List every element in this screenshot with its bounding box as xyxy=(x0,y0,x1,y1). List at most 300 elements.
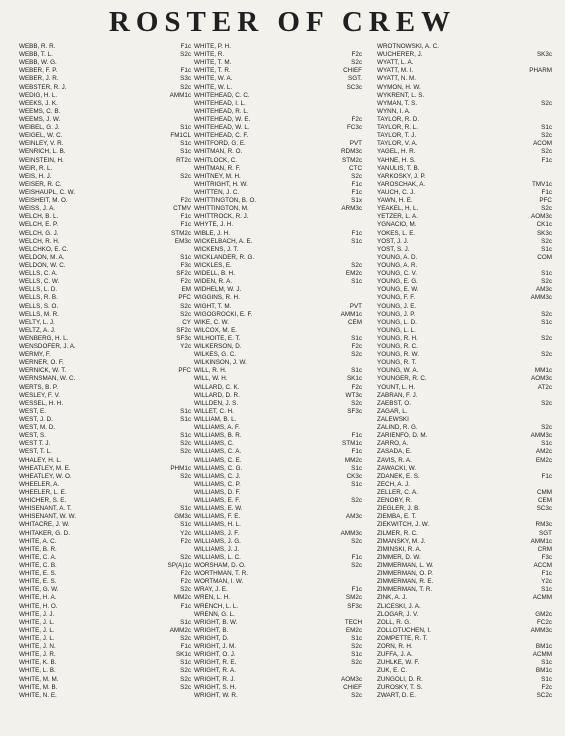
crew-entry xyxy=(194,586,362,594)
crew-name: YOST, S. J. xyxy=(377,245,410,253)
crew-rating: BM1c xyxy=(535,643,552,651)
crew-name: YOUNG, J. E. xyxy=(377,302,417,310)
crew-entry xyxy=(377,132,552,140)
crew-entry xyxy=(377,481,552,489)
crew-name: WHITEHEAD, C. F. xyxy=(194,132,249,140)
crew-rating: F2c xyxy=(180,197,191,205)
crew-name: WIDELL, B. H. xyxy=(194,270,235,278)
crew-rating: S2c xyxy=(351,59,362,67)
crew-name: WEIS, H. J. xyxy=(19,172,52,180)
crew-rating: F2c xyxy=(351,51,362,59)
crew-rating: STM2c xyxy=(171,229,191,237)
crew-name: WILLARD, C. K. xyxy=(194,383,240,391)
crew-name: ZWART, D. E. xyxy=(377,691,416,699)
crew-entry xyxy=(19,667,191,675)
crew-rating: EM3c xyxy=(174,237,191,245)
crew-rating: F2c xyxy=(180,570,191,578)
crew-entry xyxy=(19,684,191,692)
crew-rating: F1c xyxy=(180,43,191,50)
crew-entry xyxy=(377,384,552,392)
crew-rating: MM1c xyxy=(534,367,552,375)
crew-name: YOUNG, R. W. xyxy=(377,351,419,359)
crew-rating: F2c xyxy=(351,115,362,123)
crew-entry xyxy=(377,311,552,319)
crew-name: ZIEMBA, E. T. xyxy=(377,513,417,521)
crew-name: WILLIAMS, B. R. xyxy=(194,432,242,440)
crew-name: WHITNEY, M. H. xyxy=(194,172,241,180)
crew-name: WHITE, B. R. xyxy=(19,545,57,553)
crew-entry xyxy=(377,359,552,367)
crew-rating: S1x xyxy=(351,197,362,205)
crew-rating: SF3c xyxy=(176,334,191,342)
crew-entry xyxy=(194,311,362,319)
crew-name: WEISHAUPL, C. W. xyxy=(19,188,75,196)
crew-rating: F1c xyxy=(541,156,552,164)
crew-name: WHITAKER, G. D. xyxy=(19,529,70,537)
crew-name: WHEELER, A. xyxy=(19,480,60,488)
crew-name: YOUNG, R. T. xyxy=(377,359,417,367)
crew-rating: ARM3c xyxy=(341,205,362,213)
crew-rating: F1c xyxy=(180,67,191,75)
crew-name: WHITE, P. H. xyxy=(194,43,231,50)
crew-rating: SGT. xyxy=(348,75,362,83)
crew-entry xyxy=(19,367,191,375)
crew-name: YOUNGER, R. C. xyxy=(377,375,427,383)
crew-entry xyxy=(194,457,362,465)
crew-entry xyxy=(377,165,552,173)
crew-name: WRAY, J. E. xyxy=(194,586,228,594)
crew-rating: F2c xyxy=(180,278,191,286)
crew-rating: S2c xyxy=(180,683,191,691)
crew-name: YOUNG, R. C. xyxy=(377,343,418,351)
crew-name: WYMAN, T. S. xyxy=(377,99,418,107)
crew-rating: S2c xyxy=(351,351,362,359)
crew-name: WICKLES, E. xyxy=(194,261,232,269)
crew-name: WILLIAMS, C. G. xyxy=(194,464,243,472)
crew-rating: S3c xyxy=(180,75,191,83)
crew-name: YOUNG, F. F. xyxy=(377,294,416,302)
crew-entry xyxy=(194,157,362,165)
crew-name: ZIMMER, D. W. xyxy=(377,553,421,561)
crew-name: WRIGHT, O. J. xyxy=(194,651,236,659)
crew-name: WILKINSON, J. W. xyxy=(194,359,247,367)
crew-entry xyxy=(377,676,552,684)
crew-entry xyxy=(194,570,362,578)
crew-entry xyxy=(377,684,552,692)
crew-name: WEST, E. xyxy=(19,407,46,415)
crew-name: YETZER, L. A. xyxy=(377,213,418,221)
crew-entry xyxy=(377,116,552,124)
crew-name: WILLIAMS, C. P. xyxy=(194,480,241,488)
crew-name: YOUNG, E. W. xyxy=(377,286,419,294)
crew-rating: AMM3c xyxy=(530,294,552,302)
crew-rating: ACOM xyxy=(533,140,552,148)
crew-entry xyxy=(194,303,362,311)
crew-entry xyxy=(19,327,191,335)
crew-rating: S1c xyxy=(180,416,191,424)
crew-name: WELCH, R. H. xyxy=(19,237,60,245)
crew-entry xyxy=(19,432,191,440)
crew-rating: CRM xyxy=(537,545,552,553)
crew-name: ZOLL, R. G. xyxy=(377,618,411,626)
crew-entry xyxy=(377,254,552,262)
crew-entry xyxy=(194,692,362,700)
crew-rating: S1c xyxy=(180,618,191,626)
crew-entry xyxy=(19,67,191,75)
crew-rating: S2c xyxy=(541,310,552,318)
page-title: ROSTER OF CREW xyxy=(108,6,457,38)
crew-name: ZUK, E. C. xyxy=(377,667,408,675)
crew-name: WILLET, C. H. xyxy=(194,407,234,415)
crew-rating: ACMM xyxy=(532,651,552,659)
crew-entry xyxy=(194,643,362,651)
crew-rating: S2c xyxy=(180,553,191,561)
crew-name: WERNICK, W. T. xyxy=(19,367,67,375)
crew-rating: SC3c xyxy=(536,505,552,513)
crew-name: WRENN, G. L. xyxy=(194,610,235,618)
crew-entry xyxy=(377,594,552,602)
crew-name: WRIGHT, R. J. xyxy=(194,675,236,683)
crew-name: WUCHERER, J. xyxy=(377,51,423,59)
crew-name: WEBB, W. G. xyxy=(19,59,57,67)
crew-name: WRIGHT, D. xyxy=(194,634,229,642)
crew-rating: S1c xyxy=(541,270,552,278)
crew-name: WEBER, F. P. xyxy=(19,67,58,75)
crew-entry xyxy=(19,497,191,505)
crew-rating: S1c xyxy=(351,464,362,472)
crew-entry xyxy=(377,375,552,383)
crew-entry xyxy=(19,262,191,270)
crew-entry xyxy=(377,513,552,521)
crew-name: WRIGHT, J. M. xyxy=(194,643,236,651)
crew-name: WHITE, J. N. xyxy=(19,643,56,651)
crew-entry xyxy=(194,497,362,505)
crew-rating: S2c xyxy=(351,399,362,407)
crew-name: WILKES, G. C. xyxy=(194,351,236,359)
crew-entry xyxy=(194,603,362,611)
crew-entry xyxy=(19,221,191,229)
crew-entry xyxy=(19,343,191,351)
crew-name: WHEATLEY, W. O. xyxy=(19,472,72,480)
crew-entry xyxy=(377,408,552,416)
crew-name: WILLIAMS, A. F. xyxy=(194,424,240,432)
crew-entry xyxy=(377,424,552,432)
crew-name: WEBER, J. R. xyxy=(19,75,59,83)
crew-name: WILL, W. H. xyxy=(194,375,228,383)
crew-name: WHISENANT, A. T. xyxy=(19,505,72,513)
crew-entry xyxy=(19,311,191,319)
crew-name: WILLARD, D. R. xyxy=(194,391,240,399)
crew-rating: FC2c xyxy=(536,618,552,626)
crew-rating: S2c xyxy=(180,51,191,59)
crew-entry xyxy=(377,43,552,51)
crew-entry xyxy=(377,75,552,83)
crew-entry xyxy=(19,351,191,359)
crew-rating: F1c xyxy=(541,570,552,578)
crew-rating: MM2c xyxy=(344,456,362,464)
crew-entry xyxy=(19,570,191,578)
crew-name: YAROSCHAK, A. xyxy=(377,180,426,188)
crew-rating: S1c xyxy=(351,367,362,375)
crew-entry xyxy=(377,497,552,505)
crew-name: WEISHEIT, M. O. xyxy=(19,197,68,205)
crew-name: WELLS, S. O. xyxy=(19,302,59,310)
crew-rating: F1c xyxy=(351,188,362,196)
crew-rating: AMM2c xyxy=(169,626,191,634)
crew-entry xyxy=(377,562,552,570)
crew-name: WHITMAN, R. F. xyxy=(194,164,241,172)
crew-name: WILLIAMS, C. J. xyxy=(194,472,241,480)
crew-rating: TECH xyxy=(344,618,362,626)
crew-name: WHITE, W. A. xyxy=(194,75,233,83)
crew-entry xyxy=(377,189,552,197)
crew-name: ZELLER, C. A. xyxy=(377,489,418,497)
crew-name: YARKOSKY, J. P. xyxy=(377,172,426,180)
crew-entry xyxy=(194,343,362,351)
crew-entry xyxy=(377,538,552,546)
crew-entry xyxy=(194,489,362,497)
crew-name: WHITE, J. J. xyxy=(19,610,55,618)
crew-name: WRIGHT, S. H. xyxy=(194,683,237,691)
crew-name: YOUNG, A. D. xyxy=(377,253,418,261)
crew-entry xyxy=(377,51,552,59)
crew-rating: SK3c xyxy=(536,229,552,237)
crew-name: WILLIAM, B. L. xyxy=(194,416,237,424)
crew-name: WELTZ, A. J. xyxy=(19,326,56,334)
crew-entry xyxy=(377,392,552,400)
crew-name: WHITE, J. L. xyxy=(19,618,55,626)
crew-name: WHITTROCK, R. J. xyxy=(194,213,249,221)
crew-name: WERNSMAN, W. C. xyxy=(19,375,76,383)
crew-rating: SF3c xyxy=(347,407,362,415)
crew-name: WHITE, J. R. xyxy=(19,651,56,659)
crew-entry xyxy=(19,165,191,173)
crew-entry xyxy=(377,278,552,286)
crew-entry xyxy=(377,67,552,75)
crew-entry xyxy=(19,513,191,521)
crew-rating: PFC xyxy=(178,367,191,375)
crew-entry xyxy=(194,294,362,302)
crew-rating: S1c xyxy=(541,675,552,683)
crew-rating: F1c xyxy=(541,188,552,196)
crew-rating: F1c xyxy=(180,602,191,610)
crew-rating: PVT xyxy=(349,140,362,148)
crew-name: WHITE, T. M. xyxy=(194,59,232,67)
crew-entry xyxy=(377,270,552,278)
crew-entry xyxy=(19,578,191,586)
crew-rating: EM xyxy=(181,286,191,294)
crew-name: WEBB, R. R. xyxy=(19,43,56,50)
crew-entry xyxy=(194,75,362,83)
crew-name: WHITE, E. S. xyxy=(19,570,57,578)
crew-rating: S2c xyxy=(541,424,552,432)
crew-name: WYATT, L. A. xyxy=(377,59,414,67)
crew-name: WELDON, M. A. xyxy=(19,253,65,261)
crew-name: WILLIAMS, L. C. xyxy=(194,553,241,561)
crew-entry xyxy=(377,667,552,675)
crew-entry xyxy=(377,611,552,619)
crew-entry xyxy=(194,367,362,375)
crew-entry xyxy=(377,457,552,465)
crew-rating: S1c xyxy=(180,505,191,513)
crew-entry xyxy=(19,562,191,570)
crew-name: WILCOX, M. E. xyxy=(194,326,238,334)
crew-name: WHITE, T. R. xyxy=(194,67,231,75)
crew-entry xyxy=(377,619,552,627)
crew-entry xyxy=(377,181,552,189)
crew-rating: S1c xyxy=(180,253,191,261)
crew-name: WILLIAMS, E. W. xyxy=(194,505,243,513)
crew-entry xyxy=(377,294,552,302)
crew-entry xyxy=(194,448,362,456)
crew-entry xyxy=(377,84,552,92)
crew-rating: F1c xyxy=(180,213,191,221)
crew-name: ZARRO, A. xyxy=(377,440,409,448)
crew-entry xyxy=(194,465,362,473)
crew-name: WHYTE, J. H. xyxy=(194,221,234,229)
crew-rating: S2c xyxy=(351,691,362,699)
crew-entry xyxy=(19,359,191,367)
crew-name: WHITEHEAD, R. L. xyxy=(194,107,249,115)
crew-entry xyxy=(377,213,552,221)
crew-entry xyxy=(194,213,362,221)
crew-name: WILLIAMS, J. G. xyxy=(194,537,241,545)
crew-rating: TMV1c xyxy=(532,180,552,188)
crew-entry xyxy=(377,521,552,529)
crew-entry xyxy=(377,286,552,294)
crew-name: WHITE, R. xyxy=(194,51,225,59)
crew-name: YGNACIO, M. xyxy=(377,221,417,229)
crew-entry xyxy=(377,335,552,343)
crew-name: ZUFFA, J. A. xyxy=(377,651,413,659)
crew-name: WEISS, J. A. xyxy=(19,205,56,213)
crew-rating: S1c xyxy=(541,124,552,132)
crew-entry xyxy=(19,230,191,238)
crew-name: WILLDEN, J. S. xyxy=(194,399,239,407)
crew-name: ZIMANSKY, M. J. xyxy=(377,537,426,545)
crew-rating: F1c xyxy=(351,432,362,440)
crew-entry xyxy=(194,51,362,59)
crew-entry xyxy=(377,643,552,651)
crew-entry xyxy=(194,684,362,692)
crew-rating: S1c xyxy=(180,407,191,415)
crew-name: WICKELBACH, A. E. xyxy=(194,237,253,245)
crew-rating: S2c xyxy=(541,205,552,213)
crew-entry xyxy=(194,59,362,67)
crew-name: WELLS, C. A. xyxy=(19,270,58,278)
crew-name: ZALEWSKI xyxy=(377,416,409,424)
crew-entry xyxy=(377,530,552,538)
crew-name: ZARIENFO, D. M. xyxy=(377,432,428,440)
crew-entry xyxy=(194,67,362,75)
crew-rating: S1c xyxy=(180,124,191,132)
crew-name: WERTS, B. P. xyxy=(19,383,58,391)
crew-rating: AMM3c xyxy=(530,626,552,634)
crew-rating: F1c xyxy=(351,180,362,188)
crew-name: WHITLOCK, C. xyxy=(194,156,238,164)
crew-entry xyxy=(377,148,552,156)
crew-rating: MM2c xyxy=(173,594,191,602)
crew-rating: SGT xyxy=(539,529,552,537)
crew-rating: CEM xyxy=(348,318,362,326)
crew-entry xyxy=(377,351,552,359)
crew-entry xyxy=(194,132,362,140)
crew-rating: S2c xyxy=(541,132,552,140)
crew-rating: S2c xyxy=(541,99,552,107)
crew-name: WENSDOFER, J. A. xyxy=(19,343,76,351)
crew-name: ZLOGAR, J. V. xyxy=(377,610,419,618)
crew-name: WHISENANT, W. W. xyxy=(19,513,77,521)
crew-entry xyxy=(19,594,191,602)
crew-rating: F3c xyxy=(180,261,191,269)
crew-entry xyxy=(19,473,191,481)
crew-entry xyxy=(19,619,191,627)
crew-rating: SC2c xyxy=(536,691,552,699)
crew-name: TAYLOR, V. A. xyxy=(377,140,418,148)
crew-entry xyxy=(194,481,362,489)
crew-name: WYKRENT, L. S. xyxy=(377,91,425,99)
crew-name: WIBLE, J. H. xyxy=(194,229,231,237)
crew-rating: GM2c xyxy=(535,610,552,618)
crew-name: WHITE, L. B. xyxy=(19,667,56,675)
crew-entry xyxy=(194,246,362,254)
crew-rating: S2c xyxy=(351,537,362,545)
crew-name: ZIEKWITCH, J. W. xyxy=(377,521,430,529)
crew-rating: S2c xyxy=(351,172,362,180)
crew-rating: SF2c xyxy=(176,326,191,334)
crew-rating: CK3c xyxy=(346,472,362,480)
crew-name: WELTY, L. J. xyxy=(19,318,55,326)
crew-rating: S1c xyxy=(351,278,362,286)
crew-rating: FM1CL xyxy=(170,132,191,140)
crew-name: WEIBEL, G. J. xyxy=(19,124,60,132)
crew-name: ZLICESKI, J. A. xyxy=(377,602,421,610)
crew-name: YOUNG, A. R. xyxy=(377,261,418,269)
crew-entry xyxy=(19,124,191,132)
crew-rating: PFC xyxy=(178,294,191,302)
crew-entry xyxy=(19,189,191,197)
crew-entry xyxy=(194,43,362,51)
crew-name: ZAEBST, O. xyxy=(377,399,411,407)
crew-entry xyxy=(194,327,362,335)
crew-rating: CK1c xyxy=(536,221,552,229)
crew-name: WHITE, J. L. xyxy=(19,634,55,642)
crew-name: WHITEHEAD, W. L. xyxy=(194,124,250,132)
crew-entry xyxy=(194,254,362,262)
crew-rating: S2c xyxy=(541,334,552,342)
crew-entry xyxy=(194,140,362,148)
crew-rating: BM1c xyxy=(535,667,552,675)
crew-name: ZOMPETTE, R. T. xyxy=(377,634,428,642)
crew-entry xyxy=(19,75,191,83)
crew-name: ZENOBY, R. xyxy=(377,497,412,505)
crew-name: WENRICH, L. B. xyxy=(19,148,66,156)
crew-entry xyxy=(377,100,552,108)
crew-name: ZAWACKI, W. xyxy=(377,464,417,472)
crew-name: YAGEL, H. R. xyxy=(377,148,416,156)
crew-name: ZAGAR, L. xyxy=(377,407,408,415)
crew-name: WHITE, H. O. xyxy=(19,602,58,610)
crew-name: ZIMMERMAN, O. P. xyxy=(377,570,433,578)
crew-name: WHALEY, H. L. xyxy=(19,456,62,464)
crew-rating: SC3c xyxy=(346,83,362,91)
crew-name: WILLIAMS, D. F. xyxy=(194,489,241,497)
crew-entry xyxy=(19,627,191,635)
crew-entry xyxy=(19,481,191,489)
crew-name: WHITRIGHT, H. W. xyxy=(194,180,248,188)
crew-name: YOUNG, E. G. xyxy=(377,278,418,286)
crew-entry xyxy=(377,59,552,67)
